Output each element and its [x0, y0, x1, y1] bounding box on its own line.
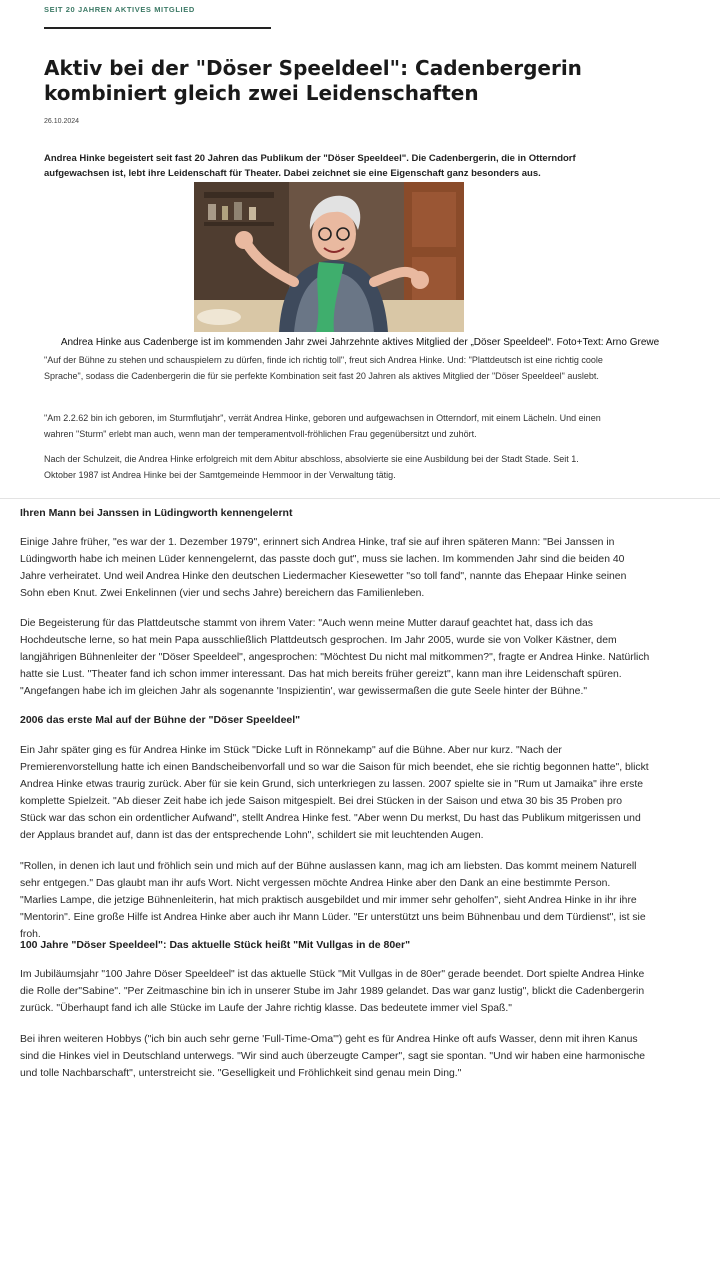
article-headline: Aktiv bei der "Döser Speeldeel": Cadenbergerin kombiniert gleich zwei Leidenschaften	[44, 56, 582, 105]
article-photo	[194, 182, 464, 332]
intro-paragraph: "Auf der Bühne zu stehen und schauspielern zu dürfen, finde ich richtig toll", freut sich Andrea Hinke. Und: "Plattdeutsch ist eine richtig coole Sprache", sodass die Cadenbergerin die für sie perfekte Kombination seit fast 20 Jahren als aktives Mitglied der "Döser Speeldeel" auslebt.	[44, 355, 603, 381]
portrait-illustration	[194, 182, 464, 332]
body-paragraph: Die Begeisterung für das Plattdeutsche stammt von ihrem Vater: "Auch wenn meine Mutter darauf geachtet hat, dass ich das Hochdeutsche lerne, so hat mein Papa ausschließlich Plattdeutsch gesprochen. Im Jahr 2005, wurde sie von Volker Kästner, dem langjährigen Bühnenleiter der "Döser Speeldeel", angesprochen: "Möchtest Du nicht mal mitkommen?", fragte er Andrea Hinke. Natürlich hatte sie Lust. "Theater fand ich schon immer interessant. Das hat mich bereits früher gereizt", kann man ihre Leidenschaft spüren. "Angefangen habe ich im gleichen Jahr als sogenannte 'Inspizientin', war gewissermaßen die gute Seele hinter der Bühne."	[20, 618, 650, 697]
photo-caption: Andrea Hinke aus Cadenberge ist im kommenden Jahr zwei Jahrzehnte aktives Mitglied der „Döser Speeldeel“. Foto+Text: Arno Grewe	[60, 337, 660, 348]
body-paragraph: Einige Jahre früher, "es war der 1. Dezember 1979", erinnert sich Andrea Hinke, traf sie auf ihren späteren Mann: "Bei Janssen in Lüdingworth habe ich meinen Lüder kennengelernt, das passte doch gut", muss sie lachen. Im kommenden Jahr sind die beiden 40 Jahre verheiratet. Und weil Andrea Hinke den deutschen Liedermacher Kiesewetter "so toll fand", nannte das Ehepaar Hinke seinen Sohn eben Knut. Zwei Enkelinnen (vier und sechs Jahre) bereichern das Familienleben.	[20, 537, 627, 599]
article-kicker: SEIT 20 JAHREN AKTIVES MITGLIED	[44, 5, 195, 14]
intro-paragraph: "Am 2.2.62 bin ich geboren, im Sturmflutjahr", verrät Andrea Hinke, geboren und aufgewachsen in Otterndorf, mit einem Lächeln. Und einen wahren "Sturm" erlebt man auch, wenn man der temperamentvoll-fröhlichen Frau gegenübersitzt und zuhört.	[44, 413, 601, 439]
subheading: 2006 das erste Mal auf der Bühne der "Döser Speeldeel"	[20, 714, 301, 726]
body-paragraph: "Rollen, in denen ich laut und fröhlich sein und mich auf der Bühne auslassen kann, mag ich am liebsten. Das kommt meinem Naturell sehr entgegen." Das glaubt man ihr aufs Wort. Nicht vergessen möchte Andrea Hinke aber den Dank an eine bestimmte Person. "Marlies Lampe, die jetzige Bühnenleiterin, hat mich praktisch ausgebildet und mir immer sehr geholfen", sieht Andrea Hinke in ihr ihre "Mentorin". Eine große Hilfe ist Andrea Hinke aber auch ihr Mann Lüder. "Er unterstützt uns beim Bühnenbau und dem Türdienst", ist sie froh.	[20, 861, 646, 940]
subheading: 100 Jahre "Döser Speeldeel": Das aktuelle Stück heißt "Mit Vullgas in de 80er"	[20, 939, 411, 951]
body-paragraph: Ein Jahr später ging es für Andrea Hinke im Stück "Dicke Luft in Rönnekamp" auf die Bühne. Aber nur kurz. "Nach der Premierenvorstellung hatte ich einen Bandscheibenvorfall und so war die Saison für mich beendet, ehe sie richtig begonnen hatte", blickt Andrea Hinke etwas traurig zurück. Aber für sie kein Grund, sich unterkriegen zu lassen. 2007 spielte sie in "Rum ut Jamaika" ihre erste komplette Spielzeit. "Ab dieser Zeit habe ich jede Saison mitgespielt. Bei drei Stücken in der Saison und etwa 30 bis 35 Proben pro Stück war das schon ein ordentlicher Aufwand", stellt Andrea Hinke fest. "Aber wenn Du merkst, Du hast das Publikum mitgerissen und der Applaus brandet auf, dann ist das der entsprechende Lohn", schildert sie mit leuchtenden Augen.	[20, 745, 649, 841]
article-lead: Andrea Hinke begeistert seit fast 20 Jahren das Publikum der "Döser Speeldeel". Die Cadenbergerin, die in Otterndorf aufgewachsen ist, lebt ihre Leidenschaft für Theater. Dabei zeichnet sie eine Eigenschaft ganz besonders aus.	[44, 153, 576, 179]
body-paragraph: Bei ihren weiteren Hobbys ("ich bin auch sehr gerne 'Full-Time-Oma'") geht es für Andrea Hinke oft aufs Wasser, denn mit ihren Kanus sind die Hinkes viel in Deutschland unterwegs. "Wir sind auch überzeugte Camper", sagt sie spontan. "Und wir haben eine harmonische und tolle Nachbarschaft", unterstreicht sie. "Geselligkeit und Fröhlichkeit sind genau mein Ding."	[20, 1034, 646, 1079]
intro-paragraph: Nach der Schulzeit, die Andrea Hinke erfolgreich mit dem Abitur abschloss, absolvierte sie eine Ausbildung bei der Stadt Stade. Seit 1. Oktober 1987 ist Andrea Hinke bei der Samtgemeinde Hemmoor in der Verwaltung tätig.	[44, 454, 579, 480]
section-divider	[0, 498, 720, 499]
body-paragraph: Im Jubiläumsjahr "100 Jahre Döser Speeldeel" ist das aktuelle Stück "Mit Vullgas in de 80er" gerade beendet. Dort spielte Andrea Hinke die Rolle der"Sabine". "Per Zeitmaschine bin ich in unserer Stube im Jahr 1989 gelandet. Das war ganz lustig", blickt die Cadenbergerin zurück. "Überhaupt fand ich alle Stücke im Laufe der Jahre richtig klasse. Das bedeutete immer viel Spaß."	[20, 969, 645, 1014]
article-date: 26.10.2024	[44, 118, 80, 125]
kicker-divider	[44, 27, 271, 29]
subheading: Ihren Mann bei Janssen in Lüdingworth kennengelernt	[20, 507, 293, 519]
